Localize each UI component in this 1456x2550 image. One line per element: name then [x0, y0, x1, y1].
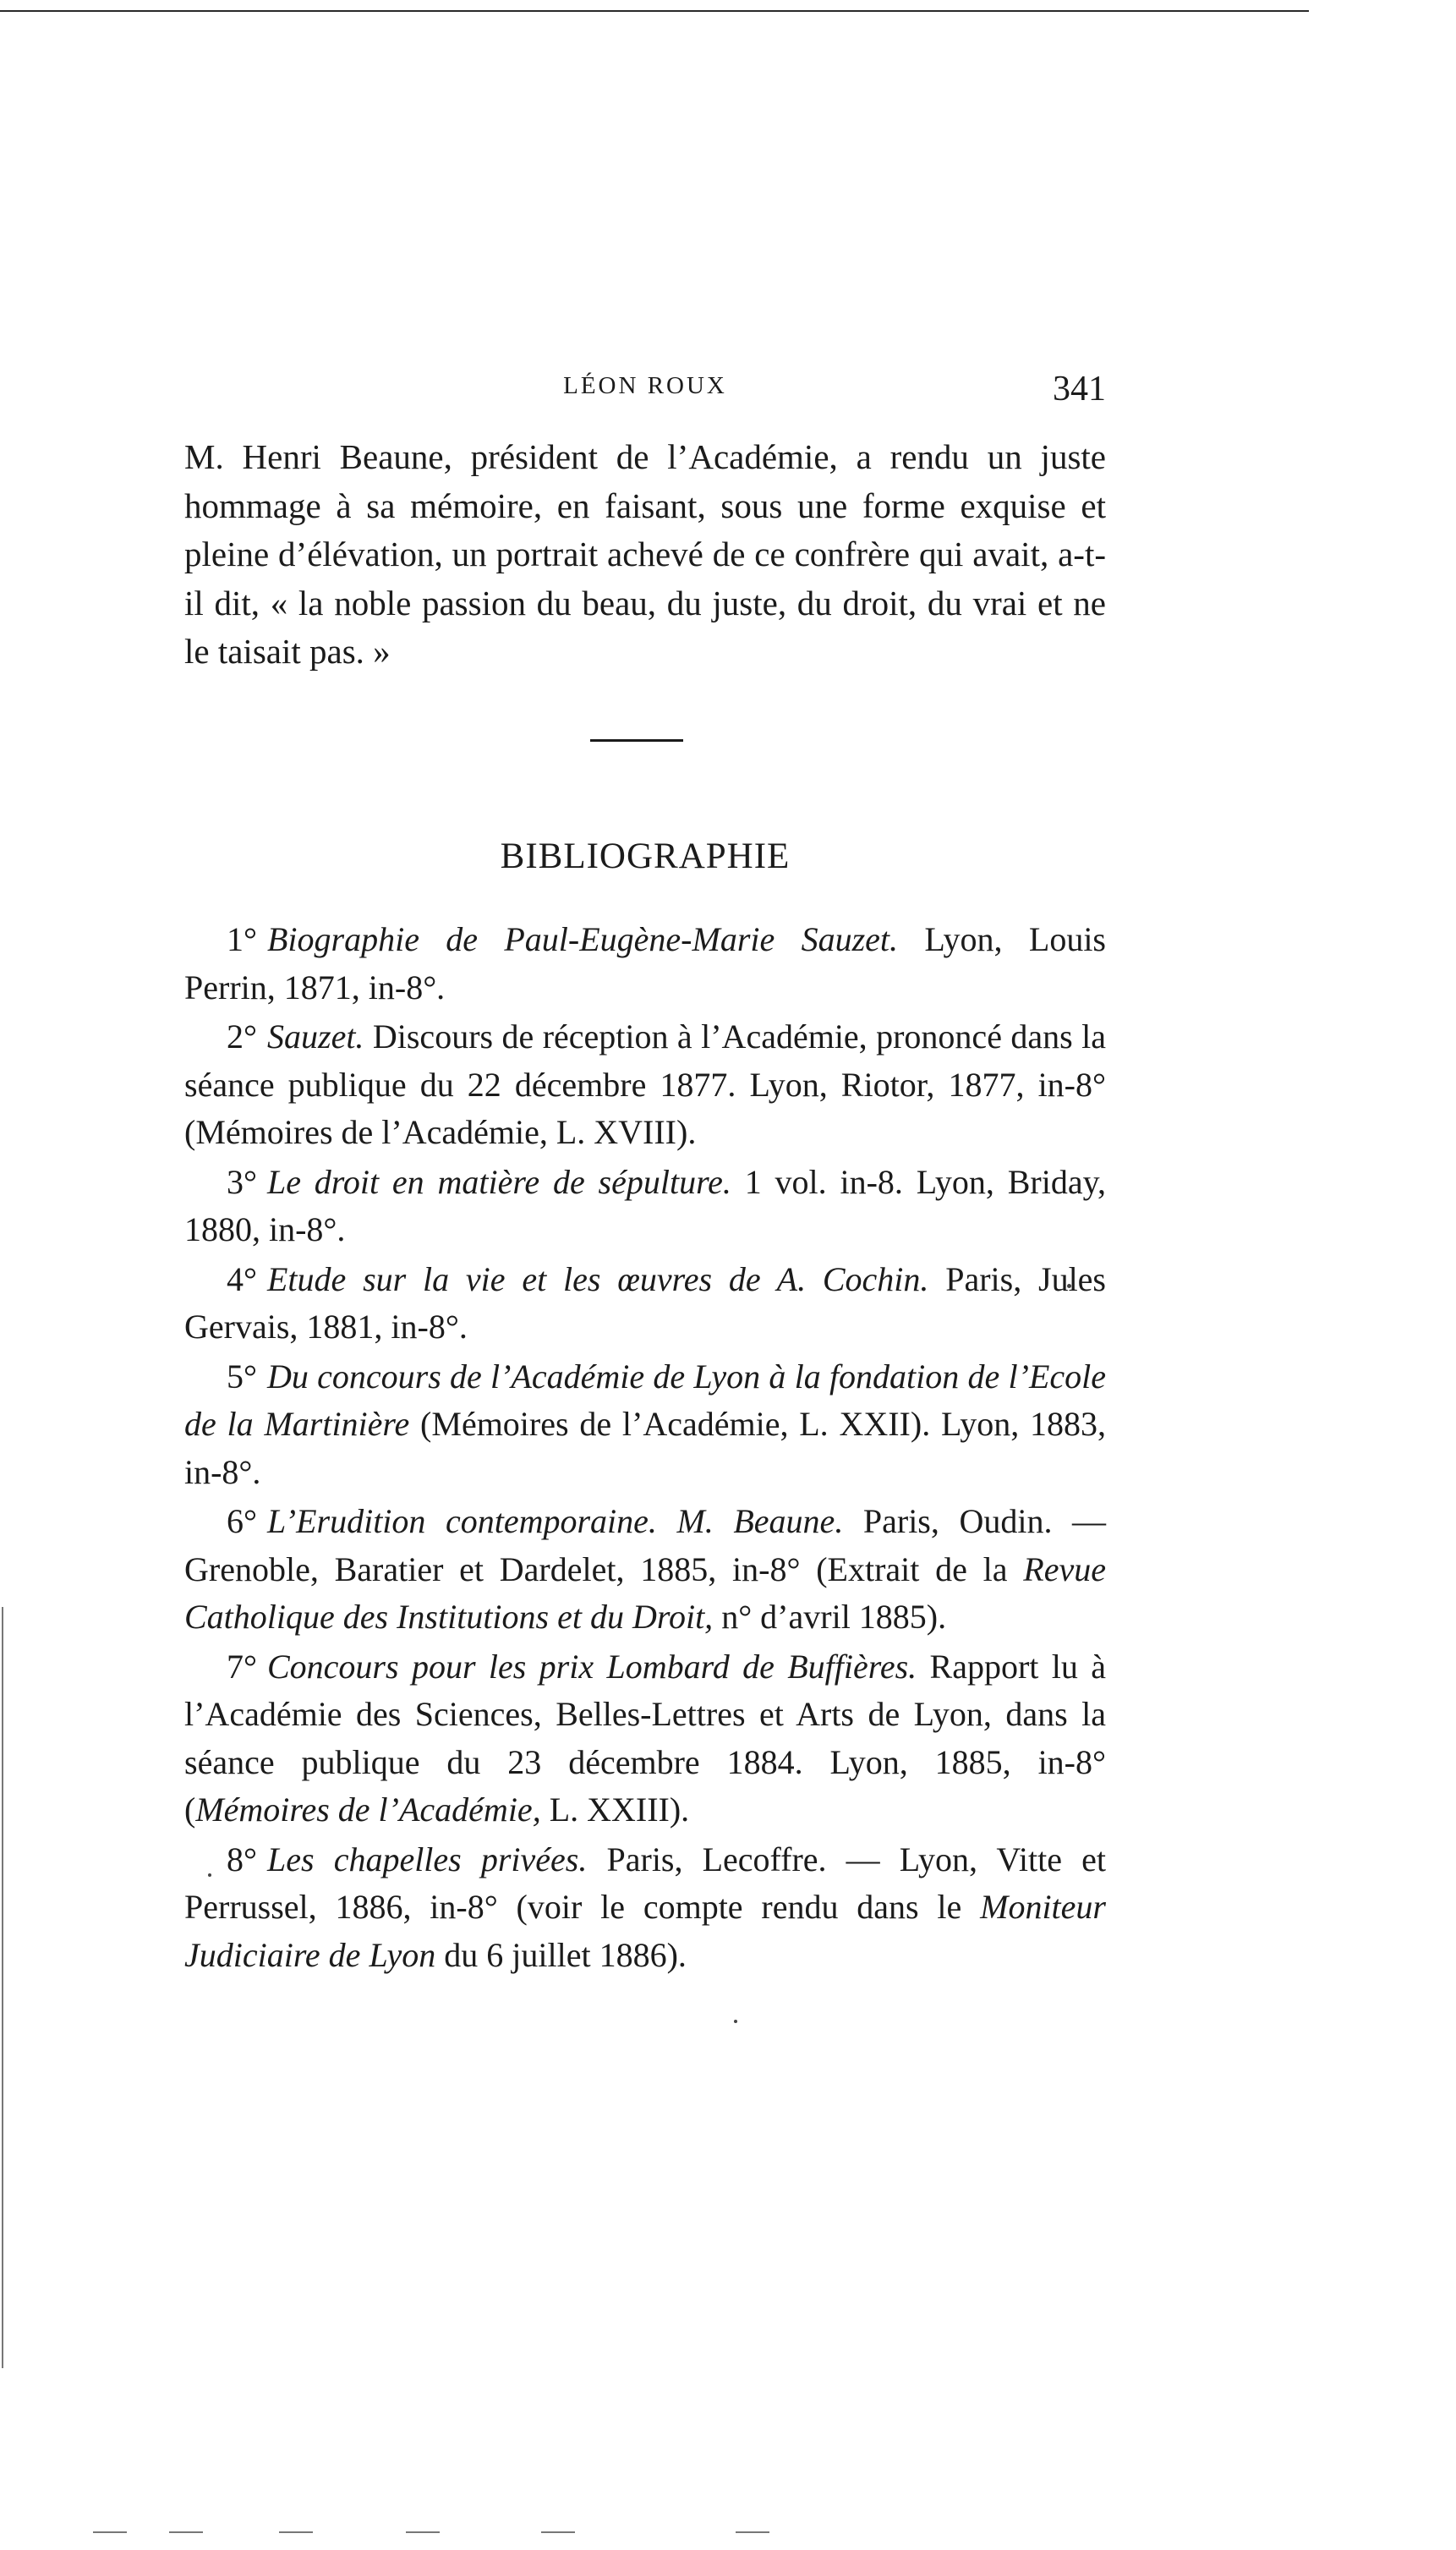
- entry-details-continued: L. XXIII).: [540, 1790, 690, 1829]
- left-edge-mark: [2, 1607, 3, 2368]
- entry-title: Le droit en matière de sépulture.: [267, 1162, 731, 1201]
- entry-details: Paris, Oudin. — Grenoble, Baratier et Dardelet, 1885, in-8° (Extrait de la: [184, 1502, 1106, 1588]
- entry-details: Discours de réception à l’Académie, prononcé dans la séance publique du 22 décembre 1877. Lyon, Riotor, 1877, in-8° (Mémoires de l’Académie, L. XVIII).: [184, 1017, 1106, 1151]
- bottom-edge-mark: [736, 2531, 769, 2533]
- bibliography-entry: [184, 1353, 1106, 1497]
- running-head: LÉON ROUX: [563, 372, 727, 399]
- entry-number: 5°: [227, 1357, 257, 1396]
- entry-details-continued: n° d’avril 1885).: [713, 1598, 947, 1636]
- entry-details: Rapport lu à l’Académie des Sciences, Belles-Lettres et Arts de Lyon, dans la séance publique du 23 décembre 1884. Lyon, 1885, in-8° (: [184, 1647, 1106, 1829]
- section-separator: [590, 739, 683, 742]
- bibliography-entry: [184, 916, 1106, 1012]
- bottom-edge-mark: [541, 2531, 575, 2533]
- bottom-edge-mark: [93, 2531, 127, 2533]
- entry-details: Paris, Jules Gervais, 1881, in-8°.: [184, 1259, 1106, 1346]
- entry-journal-title: Mémoires de l’Académie,: [195, 1790, 541, 1829]
- entry-title: Sauzet.: [267, 1017, 364, 1056]
- entry-title: L’Erudition contemporaine. M. Beaune.: [267, 1502, 844, 1540]
- intro-paragraph: M. Henri Beaune, président de l’Académie, a rendu un juste hommage à sa mémoire, en faisant, sous une forme exquise et pleine d’élévation, un portrait achevé de ce confrère qui avait, a-t-il dit, « la noble passion du beau, du juste, du droit, du vrai et ne le taisait pas. »: [184, 437, 1106, 671]
- entry-title: Du concours de l’Académie de Lyon à la fondation de l’Ecole de la Martinière: [184, 1357, 1106, 1443]
- page-header: [184, 369, 1106, 411]
- bibliography-entry: [184, 1836, 1106, 1980]
- entry-number: 3°: [227, 1162, 257, 1201]
- entry-number: 2°: [227, 1017, 257, 1056]
- bibliography-entry: [184, 1643, 1106, 1834]
- paper-speck: [734, 2020, 737, 2023]
- entry-details-continued: du 6 juillet 1886).: [435, 1935, 687, 1974]
- bibliography-entry: [184, 1498, 1106, 1642]
- entry-journal-title: Moniteur Judiciaire de Lyon: [184, 1888, 1106, 1974]
- page-number: 341: [1053, 370, 1106, 409]
- entry-journal-title: Revue Catholique des Institutions et du Droit,: [184, 1549, 1106, 1636]
- entry-title: Les chapelles privées.: [267, 1840, 588, 1878]
- entry-title: Biographie de Paul-Eugène-Marie Sauzet.: [267, 920, 899, 958]
- entry-details: Lyon, Louis Perrin, 1871, in-8°.: [184, 920, 1106, 1006]
- entry-number: 7°: [227, 1647, 257, 1686]
- bottom-edge-mark: [406, 2531, 440, 2533]
- top-edge-rule: [0, 10, 1309, 12]
- entry-details: (Mémoires de l’Académie, L. XXII). Lyon, 1883, in-8°.: [184, 1405, 1107, 1491]
- entry-number: 4°: [227, 1259, 257, 1298]
- entry-details: 1 vol. in-8. Lyon, Briday, 1880, in-8°.: [184, 1162, 1107, 1248]
- entry-number: 1°: [227, 920, 257, 958]
- bibliography-entry: [184, 1013, 1106, 1157]
- entry-number: 8°: [227, 1840, 257, 1878]
- section-title: BIBLIOGRAPHIE: [500, 836, 791, 876]
- bottom-edge-mark: [279, 2531, 313, 2533]
- entry-number: 6°: [227, 1502, 257, 1540]
- bibliography-entry: [184, 1159, 1106, 1254]
- bibliography-list: [184, 916, 1106, 1981]
- entry-details: Paris, Lecoffre. — Lyon, Vitte et Perrussel, 1886, in-8° (voir le compte rendu dans le: [184, 1840, 1106, 1926]
- bibliography-entry: [184, 1256, 1106, 1352]
- entry-title: Concours pour les prix Lombard de Buffières.: [267, 1647, 917, 1686]
- bottom-edge-mark: [169, 2531, 203, 2533]
- entry-title: Etude sur la vie et les œuvres de A. Cochin.: [267, 1259, 929, 1298]
